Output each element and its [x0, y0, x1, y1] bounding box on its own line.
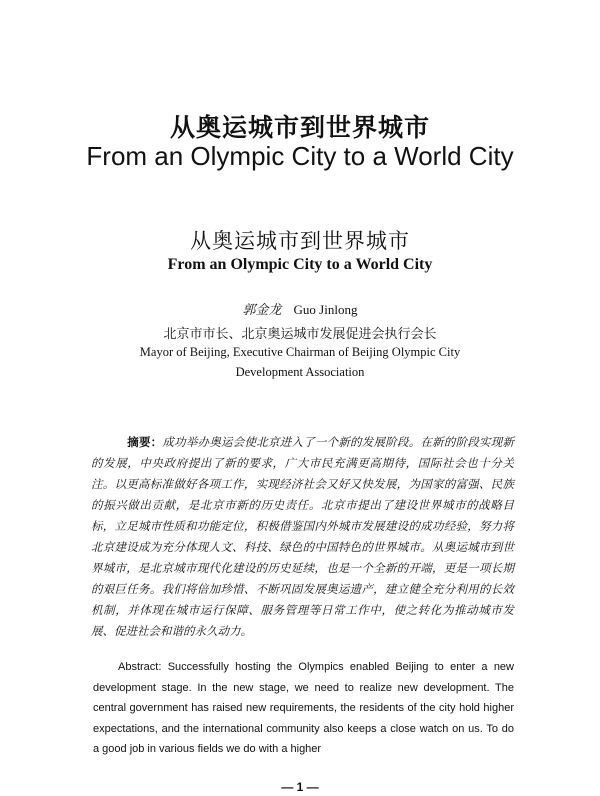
affiliation-english-line2: Development Association: [235, 365, 365, 379]
header-title-chinese: 从奥运城市到世界城市: [169, 113, 430, 142]
abstract-english-text: Successfully hosting the Olympics enabled Beijing to enter a new development stage. In the new stage, we need to realize new development. The central government has raised new requirements, the residents of the city hold higher expectations, and the international community also keeps a close watch on us. To do a good job in various fields we do with a higher: [93, 661, 514, 755]
abstract-english-label: Abstract:: [118, 661, 162, 673]
abstract-english: [93, 657, 514, 760]
affiliation-english-line1: Mayor of Beijing, Executive Chairman of Beijing Olympic City: [139, 345, 461, 359]
author-name-chinese: 郭金龙: [242, 303, 282, 318]
author-line: [0, 299, 600, 318]
paper-title-english: From an Olympic City to a World City: [167, 256, 433, 273]
abstract-chinese-label: 摘要：: [127, 435, 163, 449]
abstract-chinese-text: 成功举办奥运会使北京进入了一个新的发展阶段。在新的阶段实现新的发展，中央政府提出了新的要求，广大市民充满更高期待，国际社会也十分关注。以更高标准做好各项工作，实现经济社会又好又快发展，为国家的富强、民族的振兴做出贡献，是北京市新的历史责任。北京市提出了建设世界城市的战略目标，立足城市性质和功能定位，积极借鉴国内外城市发展建设的成功经验，努力将北京建设成为充分体现人文、科技、绿色的中国特色的世界城市。从奥运城市到世界城市，是北京城市现代化建设的历史延续，也是一个全新的开端，更是一项长期的艰巨任务。我们将倍加珍惜、不断巩固发展奥运遗产，建立健全充分利用的长效机制，并体现在城市运行保障、服务管理等日常工作中，使之转化为推动城市发展、促进社会和谐的永久动力。: [91, 435, 515, 638]
author-name-english: Guo Jinlong: [293, 302, 358, 317]
affiliation-chinese: 北京市市长、北京奥运城市发展促进会执行会长: [163, 327, 437, 342]
header-title-english: From an Olympic City to a World City: [86, 141, 514, 171]
paper-title-chinese: 从奥运城市到世界城市: [190, 229, 410, 253]
page-number: — 1 —: [281, 780, 319, 794]
abstract-chinese: [91, 432, 514, 642]
